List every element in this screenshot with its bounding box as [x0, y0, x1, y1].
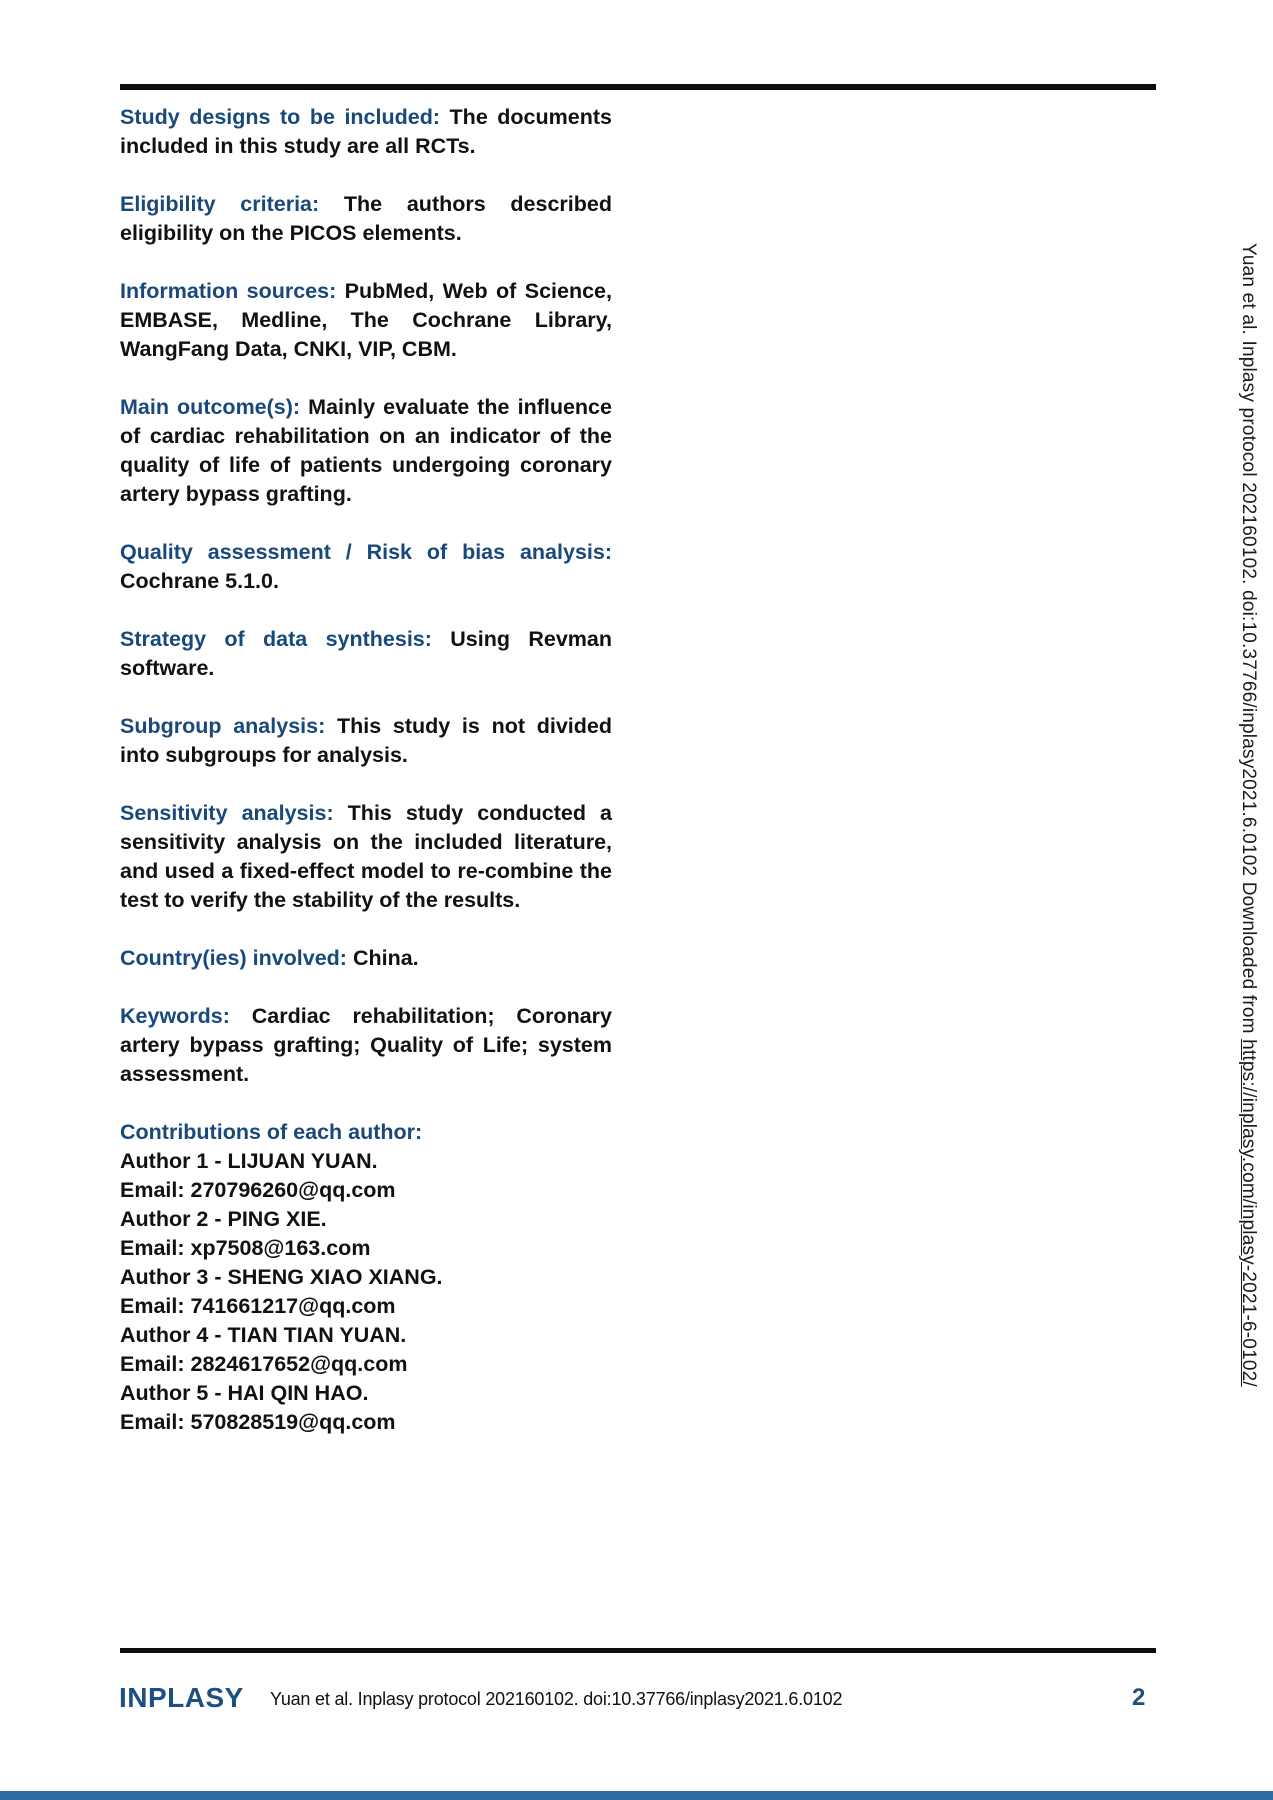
contribution-line: Author 2 - PING XIE. — [120, 1207, 327, 1231]
contribution-line: Email: 570828519@qq.com — [120, 1410, 396, 1434]
section-information-sources — [120, 277, 612, 364]
section-heading: Subgroup analysis: — [120, 714, 326, 738]
section-contributions — [120, 1118, 612, 1437]
section-heading: Main outcome(s): — [120, 395, 301, 419]
section-study-designs — [120, 103, 612, 161]
section-body: Cochrane 5.1.0. — [120, 569, 279, 593]
section-body: The documents included in this study are all RCTs. — [120, 105, 612, 158]
footer-divider — [120, 1648, 1156, 1653]
section-heading: Information sources: — [120, 279, 337, 303]
section-heading: Quality assessment / Risk of bias analysis: — [120, 540, 612, 564]
protocol-content — [120, 103, 612, 1437]
section-body: Using Revman software. — [120, 627, 612, 680]
section-heading: Keywords: — [120, 1004, 230, 1028]
contribution-line: Author 3 - SHENG XIAO XIANG. — [120, 1265, 443, 1289]
section-countries-involved — [120, 944, 612, 973]
section-body: The authors described eligibility on the PICOS elements. — [120, 192, 612, 245]
sidebar-citation-link[interactable]: https://inplasy.com/inplasy-2021-6-0102/ — [1238, 1039, 1259, 1387]
contribution-line: Author 5 - HAI QIN HAO. — [120, 1381, 369, 1405]
section-heading: Study designs to be included: — [120, 105, 441, 129]
section-keywords — [120, 1002, 612, 1089]
contribution-line: Email: xp7508@163.com — [120, 1236, 371, 1260]
section-eligibility-criteria — [120, 190, 612, 248]
contribution-line: Email: 2824617652@qq.com — [120, 1352, 408, 1376]
section-heading: Eligibility criteria: — [120, 192, 320, 216]
section-body: China. — [352, 946, 419, 970]
contribution-line: Author 1 - LIJUAN YUAN. — [120, 1149, 378, 1173]
sidebar-citation — [1237, 243, 1259, 1387]
section-body: Cardiac rehabilitation; Coronary artery bypass grafting; Quality of Life; system assessment. — [120, 1004, 612, 1086]
footer-citation: Yuan et al. Inplasy protocol 202160102. doi:10.37766/inplasy2021.6.0102 — [270, 1689, 843, 1709]
section-subgroup-analysis — [120, 712, 612, 770]
section-body: Mainly evaluate the influence of cardiac rehabilitation on an indicator of the quality of life of patients undergoing coronary artery bypass grafting. — [120, 395, 612, 506]
section-data-synthesis — [120, 625, 612, 683]
contributions-heading: Contributions of each author: — [120, 1120, 423, 1144]
section-body: This study conducted a sensitivity analysis on the included literature, and used a fixed-effect model to re-combine the test to verify the stability of the results. — [120, 801, 612, 912]
inplasy-logo: INPLASY — [119, 1682, 244, 1713]
top-divider — [120, 84, 1156, 90]
section-quality-assessment — [120, 538, 612, 596]
contribution-line: Email: 741661217@qq.com — [120, 1294, 396, 1318]
section-heading: Strategy of data synthesis: — [120, 627, 432, 651]
section-sensitivity-analysis — [120, 799, 612, 915]
section-main-outcomes — [120, 393, 612, 509]
section-heading: Country(ies) involved: — [120, 946, 347, 970]
section-heading: Sensitivity analysis: — [120, 801, 334, 825]
section-body: PubMed, Web of Science, EMBASE, Medline, The Cochrane Library, WangFang Data, CNKI, VIP, CBM. — [120, 279, 612, 361]
contribution-line: Author 4 - TIAN TIAN YUAN. — [120, 1323, 407, 1347]
section-body: This study is not divided into subgroups for analysis. — [120, 714, 612, 767]
sidebar-citation-text: Yuan et al. Inplasy protocol 202160102. doi:10.37766/inplasy2021.6.0102 Downloaded from — [1238, 243, 1259, 1040]
contribution-line: Email: 270796260@qq.com — [120, 1178, 396, 1202]
page-number: 2 — [1132, 1684, 1146, 1711]
bottom-accent-bar — [0, 1791, 1273, 1800]
